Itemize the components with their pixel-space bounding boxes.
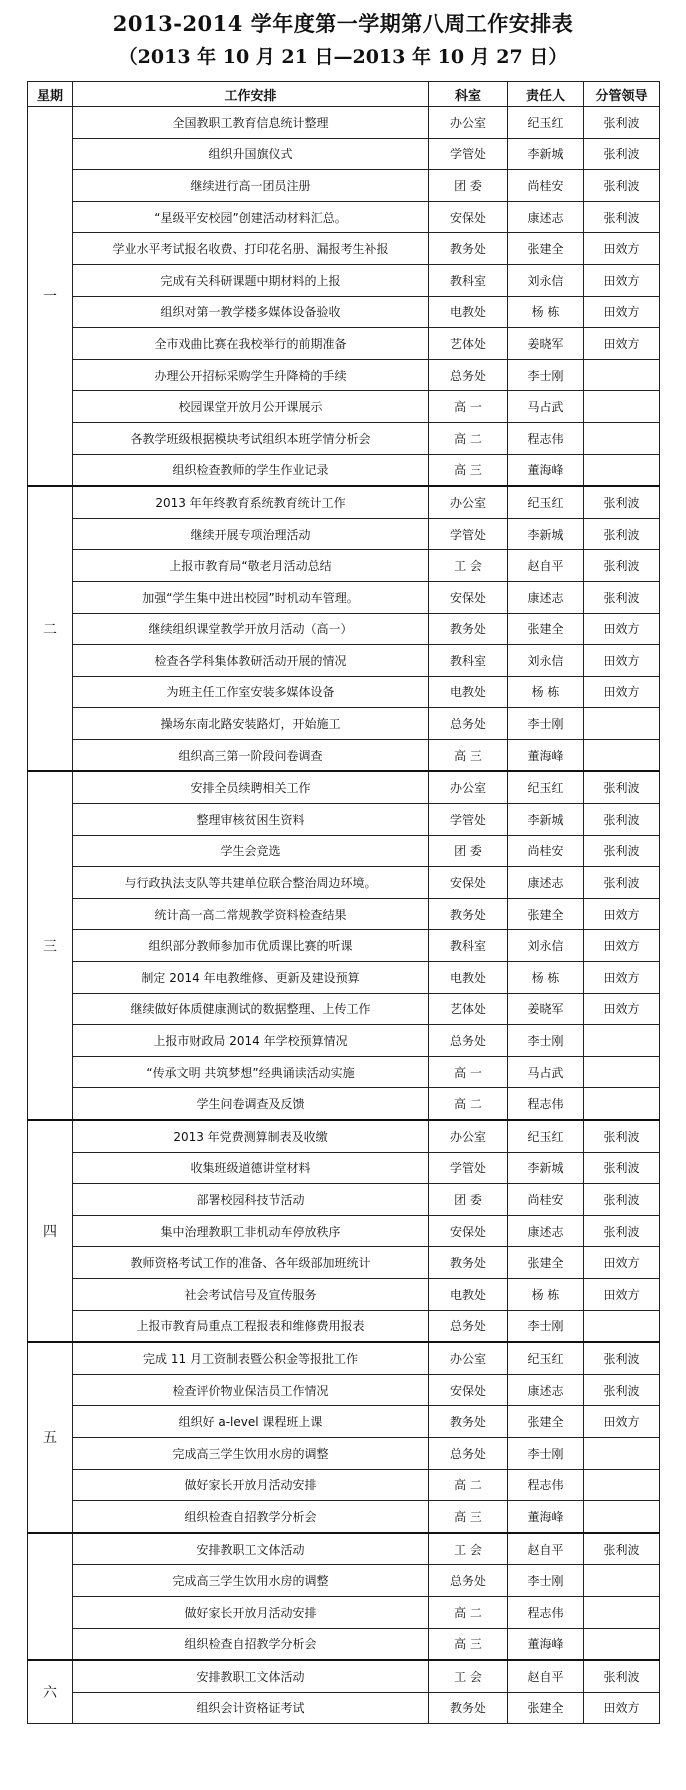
office-cell: 高 三 xyxy=(429,1628,508,1660)
table-row xyxy=(28,233,660,265)
task-cell: 上报市教育局重点工程报表和维修费用报表 xyxy=(73,1310,429,1342)
table-row xyxy=(28,1184,660,1216)
office-cell: 高 二 xyxy=(429,1596,508,1628)
office-cell: 安保处 xyxy=(429,867,508,899)
table-row xyxy=(28,1056,660,1088)
task-cell: 组织检查教师的学生作业记录 xyxy=(73,454,429,486)
task-cell: 制定 2014 年电教维修、更新及建设预算 xyxy=(73,962,429,994)
person-cell: 纪玉红 xyxy=(508,771,584,803)
leader-cell xyxy=(584,1437,660,1469)
task-cell: 做好家长开放月活动安排 xyxy=(73,1596,429,1628)
leader-cell: 张利波 xyxy=(584,867,660,899)
weekday-cell: 四 xyxy=(28,1120,73,1342)
office-cell: 学管处 xyxy=(429,804,508,836)
table-row xyxy=(28,867,660,899)
person-cell: 姜晓军 xyxy=(508,993,584,1025)
person-cell: 李新城 xyxy=(508,518,584,550)
person-cell: 尚桂安 xyxy=(508,835,584,867)
office-cell: 总务处 xyxy=(429,1437,508,1469)
leader-cell xyxy=(584,422,660,454)
weekday-cell: 二 xyxy=(28,486,73,771)
weekday-cell: 三 xyxy=(28,771,73,1120)
task-cell: 学生会竞选 xyxy=(73,835,429,867)
weekday-cell: 五 xyxy=(28,1342,73,1533)
office-cell: 工 会 xyxy=(429,1533,508,1565)
leader-cell: 田效方 xyxy=(584,233,660,265)
table-row xyxy=(28,1247,660,1279)
person-cell: 李新城 xyxy=(508,138,584,170)
header-leader: 分管领导 xyxy=(584,82,660,107)
task-cell: 上报市财政局 2014 年学校预算情况 xyxy=(73,1025,429,1057)
table-row xyxy=(28,581,660,613)
leader-cell: 张利波 xyxy=(584,1533,660,1565)
person-cell: 李士刚 xyxy=(508,708,584,740)
office-cell: 教务处 xyxy=(429,1692,508,1724)
weekday-cell xyxy=(28,1533,73,1660)
header-office: 科室 xyxy=(429,82,508,107)
office-cell: 高 二 xyxy=(429,422,508,454)
person-cell: 张建全 xyxy=(508,1692,584,1724)
leader-cell: 张利波 xyxy=(584,771,660,803)
task-cell: 2013 年年终教育系统教育统计工作 xyxy=(73,486,429,518)
header-weekday: 星期 xyxy=(28,82,73,107)
office-cell: 总务处 xyxy=(429,708,508,740)
person-cell: 杨 栋 xyxy=(508,296,584,328)
person-cell: 张建全 xyxy=(508,613,584,645)
table-row xyxy=(28,486,660,518)
task-cell: 安排全员续聘相关工作 xyxy=(73,771,429,803)
task-cell: 校园课堂开放月公开课展示 xyxy=(73,391,429,423)
table-row xyxy=(28,676,660,708)
leader-cell xyxy=(584,1628,660,1660)
table-row xyxy=(28,296,660,328)
table-row xyxy=(28,1596,660,1628)
table-row xyxy=(28,422,660,454)
task-cell: 加强“学生集中进出校园”时机动车管理。 xyxy=(73,581,429,613)
person-cell: 程志伟 xyxy=(508,1088,584,1120)
task-cell: 检查评价物业保洁员工作情况 xyxy=(73,1374,429,1406)
leader-cell: 田效方 xyxy=(584,1278,660,1310)
office-cell: 教科室 xyxy=(429,930,508,962)
person-cell: 赵自平 xyxy=(508,550,584,582)
leader-cell xyxy=(584,1565,660,1597)
task-cell: 与行政执法支队等共建单位联合整治周边环境。 xyxy=(73,867,429,899)
leader-cell xyxy=(584,1596,660,1628)
task-cell: 统计高一高二常规教学资料检查结果 xyxy=(73,898,429,930)
leader-cell: 田效方 xyxy=(584,993,660,1025)
table-row xyxy=(28,454,660,486)
office-cell: 电教处 xyxy=(429,1278,508,1310)
task-cell: 为班主任工作室安装多媒体设备 xyxy=(73,676,429,708)
schedule-table xyxy=(27,81,660,1724)
table-row xyxy=(28,1088,660,1120)
person-cell: 康述志 xyxy=(508,1374,584,1406)
leader-cell: 张利波 xyxy=(584,170,660,202)
office-cell: 高 二 xyxy=(429,1088,508,1120)
schedule-body xyxy=(28,107,660,1724)
leader-cell: 田效方 xyxy=(584,645,660,677)
office-cell: 团 委 xyxy=(429,835,508,867)
task-cell: 继续做好体质健康测试的数据整理、上传工作 xyxy=(73,993,429,1025)
leader-cell xyxy=(584,739,660,771)
table-row xyxy=(28,328,660,360)
office-cell: 学管处 xyxy=(429,1152,508,1184)
leader-cell xyxy=(584,1469,660,1501)
person-cell: 李士刚 xyxy=(508,1025,584,1057)
table-row xyxy=(28,1437,660,1469)
task-cell: 完成 11 月工资制表暨公积金等报批工作 xyxy=(73,1342,429,1374)
table-row xyxy=(28,898,660,930)
office-cell: 教科室 xyxy=(429,264,508,296)
leader-cell: 张利波 xyxy=(584,1215,660,1247)
office-cell: 团 委 xyxy=(429,1184,508,1216)
task-cell: 2013 年党费测算制表及收缴 xyxy=(73,1120,429,1152)
person-cell: 纪玉红 xyxy=(508,1342,584,1374)
office-cell: 高 三 xyxy=(429,454,508,486)
leader-cell xyxy=(584,1025,660,1057)
person-cell: 董海峰 xyxy=(508,454,584,486)
leader-cell: 田效方 xyxy=(584,930,660,962)
table-row xyxy=(28,1374,660,1406)
leader-cell: 田效方 xyxy=(584,898,660,930)
person-cell: 程志伟 xyxy=(508,1469,584,1501)
office-cell: 教务处 xyxy=(429,1247,508,1279)
person-cell: 李士刚 xyxy=(508,1437,584,1469)
person-cell: 杨 栋 xyxy=(508,676,584,708)
task-cell: 组织会计资格证考试 xyxy=(73,1692,429,1724)
table-row xyxy=(28,1278,660,1310)
leader-cell: 田效方 xyxy=(584,676,660,708)
table-row xyxy=(28,771,660,803)
office-cell: 高 二 xyxy=(429,1469,508,1501)
table-row xyxy=(28,613,660,645)
table-row xyxy=(28,1628,660,1660)
leader-cell: 张利波 xyxy=(584,804,660,836)
task-cell: 全国教职工教育信息统计整理 xyxy=(73,107,429,139)
table-row xyxy=(28,1501,660,1533)
leader-cell: 张利波 xyxy=(584,550,660,582)
table-row xyxy=(28,1152,660,1184)
person-cell: 刘永信 xyxy=(508,645,584,677)
person-cell: 李新城 xyxy=(508,1152,584,1184)
leader-cell: 张利波 xyxy=(584,1120,660,1152)
table-row xyxy=(28,170,660,202)
task-cell: 组织检查自招教学分析会 xyxy=(73,1628,429,1660)
person-cell: 尚桂安 xyxy=(508,1184,584,1216)
leader-cell xyxy=(584,359,660,391)
office-cell: 工 会 xyxy=(429,550,508,582)
leader-cell xyxy=(584,1056,660,1088)
leader-cell xyxy=(584,1088,660,1120)
office-cell: 办公室 xyxy=(429,1342,508,1374)
table-row xyxy=(28,739,660,771)
person-cell: 张建全 xyxy=(508,898,584,930)
person-cell: 张建全 xyxy=(508,1406,584,1438)
task-cell: 组织检查自招教学分析会 xyxy=(73,1501,429,1533)
leader-cell: 张利波 xyxy=(584,486,660,518)
person-cell: 李士刚 xyxy=(508,1565,584,1597)
office-cell: 教务处 xyxy=(429,1406,508,1438)
table-row xyxy=(28,391,660,423)
office-cell: 教务处 xyxy=(429,613,508,645)
office-cell: 办公室 xyxy=(429,486,508,518)
person-cell: 杨 栋 xyxy=(508,1278,584,1310)
task-cell: 组织高三第一阶段问卷调查 xyxy=(73,739,429,771)
header-person: 责任人 xyxy=(508,82,584,107)
task-cell: 社会考试信号及宣传服务 xyxy=(73,1278,429,1310)
person-cell: 纪玉红 xyxy=(508,486,584,518)
office-cell: 总务处 xyxy=(429,1025,508,1057)
office-cell: 艺体处 xyxy=(429,328,508,360)
office-cell: 团 委 xyxy=(429,170,508,202)
task-cell: 继续进行高一团员注册 xyxy=(73,170,429,202)
office-cell: 安保处 xyxy=(429,201,508,233)
person-cell: 康述志 xyxy=(508,581,584,613)
person-cell: 程志伟 xyxy=(508,1596,584,1628)
task-cell: 组织部分教师参加市优质课比赛的听课 xyxy=(73,930,429,962)
table-row xyxy=(28,1406,660,1438)
leader-cell: 张利波 xyxy=(584,107,660,139)
page-title: 2013-2014 学年度第一学期第八周工作安排表 xyxy=(112,11,574,36)
person-cell: 刘永信 xyxy=(508,264,584,296)
office-cell: 安保处 xyxy=(429,1374,508,1406)
person-cell: 李士刚 xyxy=(508,359,584,391)
leader-cell: 张利波 xyxy=(584,835,660,867)
leader-cell: 张利波 xyxy=(584,1184,660,1216)
person-cell: 刘永信 xyxy=(508,930,584,962)
person-cell: 康述志 xyxy=(508,867,584,899)
office-cell: 高 一 xyxy=(429,1056,508,1088)
leader-cell: 张利波 xyxy=(584,1152,660,1184)
task-cell: 学生问卷调查及反馈 xyxy=(73,1088,429,1120)
person-cell: 赵自平 xyxy=(508,1660,584,1692)
leader-cell xyxy=(584,454,660,486)
task-cell: 完成有关科研课题中期材料的上报 xyxy=(73,264,429,296)
table-row xyxy=(28,1565,660,1597)
weekday-cell: 一 xyxy=(28,107,73,487)
office-cell: 总务处 xyxy=(429,1310,508,1342)
office-cell: 安保处 xyxy=(429,1215,508,1247)
table-row xyxy=(28,1120,660,1152)
table-row xyxy=(28,930,660,962)
person-cell: 董海峰 xyxy=(508,1628,584,1660)
leader-cell xyxy=(584,1310,660,1342)
office-cell: 高 三 xyxy=(429,1501,508,1533)
table-row xyxy=(28,138,660,170)
person-cell: 张建全 xyxy=(508,1247,584,1279)
person-cell: 董海峰 xyxy=(508,739,584,771)
person-cell: 张建全 xyxy=(508,233,584,265)
leader-cell xyxy=(584,1501,660,1533)
task-cell: 办理公开招标采购学生升降椅的手续 xyxy=(73,359,429,391)
table-row xyxy=(28,1342,660,1374)
office-cell: 工 会 xyxy=(429,1660,508,1692)
office-cell: 办公室 xyxy=(429,1120,508,1152)
table-row xyxy=(28,1025,660,1057)
task-cell: 教师资格考试工作的准备、各年级部加班统计 xyxy=(73,1247,429,1279)
task-cell: 完成高三学生饮用水房的调整 xyxy=(73,1565,429,1597)
office-cell: 安保处 xyxy=(429,581,508,613)
task-cell: 操场东南北路安装路灯，开始施工 xyxy=(73,708,429,740)
leader-cell: 田效方 xyxy=(584,962,660,994)
office-cell: 高 三 xyxy=(429,739,508,771)
table-row xyxy=(28,518,660,550)
table-row xyxy=(28,1469,660,1501)
person-cell: 纪玉红 xyxy=(508,1120,584,1152)
table-row xyxy=(28,835,660,867)
office-cell: 教科室 xyxy=(429,645,508,677)
task-cell: 组织好 a-level 课程班上课 xyxy=(73,1406,429,1438)
task-cell: “星级平安校园”创建活动材料汇总。 xyxy=(73,201,429,233)
header-task: 工作安排 xyxy=(73,82,429,107)
office-cell: 总务处 xyxy=(429,359,508,391)
person-cell: 康述志 xyxy=(508,201,584,233)
leader-cell: 张利波 xyxy=(584,1374,660,1406)
task-cell: 部署校园科技节活动 xyxy=(73,1184,429,1216)
office-cell: 学管处 xyxy=(429,518,508,550)
leader-cell: 张利波 xyxy=(584,581,660,613)
task-cell: 上报市教育局“敬老月活动总结 xyxy=(73,550,429,582)
person-cell: 杨 栋 xyxy=(508,962,584,994)
weekday-cell: 六 xyxy=(28,1660,73,1724)
task-cell: 各教学班级根据模块考试组织本班学情分析会 xyxy=(73,422,429,454)
task-cell: 安排教职工文体活动 xyxy=(73,1660,429,1692)
table-header-row xyxy=(28,82,660,107)
table-row xyxy=(28,1310,660,1342)
leader-cell xyxy=(584,391,660,423)
task-cell: 组织对第一教学楼多媒体设备验收 xyxy=(73,296,429,328)
table-row xyxy=(28,201,660,233)
person-cell: 尚桂安 xyxy=(508,170,584,202)
office-cell: 电教处 xyxy=(429,296,508,328)
person-cell: 马占武 xyxy=(508,1056,584,1088)
leader-cell xyxy=(584,708,660,740)
leader-cell: 田效方 xyxy=(584,1406,660,1438)
leader-cell: 田效方 xyxy=(584,613,660,645)
table-row xyxy=(28,1692,660,1724)
leader-cell: 田效方 xyxy=(584,264,660,296)
table-row xyxy=(28,962,660,994)
task-cell: 安排教职工文体活动 xyxy=(73,1533,429,1565)
task-cell: 继续组织课堂教学开放月活动（高一） xyxy=(73,613,429,645)
table-row xyxy=(28,1660,660,1692)
office-cell: 教务处 xyxy=(429,898,508,930)
table-row xyxy=(28,1215,660,1247)
leader-cell: 田效方 xyxy=(584,1247,660,1279)
table-row xyxy=(28,993,660,1025)
leader-cell: 田效方 xyxy=(584,296,660,328)
person-cell: 赵自平 xyxy=(508,1533,584,1565)
leader-cell: 张利波 xyxy=(584,138,660,170)
task-cell: 收集班级道德讲堂材料 xyxy=(73,1152,429,1184)
task-cell: 组织升国旗仪式 xyxy=(73,138,429,170)
page-subtitle: （2013 年 10 月 21 日—2013 年 10 月 27 日） xyxy=(118,46,568,68)
office-cell: 办公室 xyxy=(429,107,508,139)
table-row xyxy=(28,708,660,740)
person-cell: 康述志 xyxy=(508,1215,584,1247)
task-cell: 检查各学科集体教研活动开展的情况 xyxy=(73,645,429,677)
task-cell: 集中治理教职工非机动车停放秩序 xyxy=(73,1215,429,1247)
task-cell: “传承文明 共筑梦想”经典诵读活动实施 xyxy=(73,1056,429,1088)
table-row xyxy=(28,264,660,296)
office-cell: 总务处 xyxy=(429,1565,508,1597)
person-cell: 马占武 xyxy=(508,391,584,423)
task-cell: 做好家长开放月活动安排 xyxy=(73,1469,429,1501)
person-cell: 李新城 xyxy=(508,804,584,836)
office-cell: 高 一 xyxy=(429,391,508,423)
task-cell: 整理审核贫困生资料 xyxy=(73,804,429,836)
person-cell: 程志伟 xyxy=(508,422,584,454)
person-cell: 纪玉红 xyxy=(508,107,584,139)
office-cell: 艺体处 xyxy=(429,993,508,1025)
person-cell: 李士刚 xyxy=(508,1310,584,1342)
table-row xyxy=(28,359,660,391)
office-cell: 电教处 xyxy=(429,962,508,994)
office-cell: 电教处 xyxy=(429,676,508,708)
office-cell: 教务处 xyxy=(429,233,508,265)
table-row xyxy=(28,1533,660,1565)
table-row xyxy=(28,550,660,582)
task-cell: 全市戏曲比赛在我校举行的前期准备 xyxy=(73,328,429,360)
leader-cell: 田效方 xyxy=(584,1692,660,1724)
office-cell: 办公室 xyxy=(429,771,508,803)
office-cell: 学管处 xyxy=(429,138,508,170)
person-cell: 姜晓军 xyxy=(508,328,584,360)
leader-cell: 张利波 xyxy=(584,1660,660,1692)
task-cell: 学业水平考试报名收费、打印花名册、漏报考生补报 xyxy=(73,233,429,265)
leader-cell: 张利波 xyxy=(584,1342,660,1374)
table-row xyxy=(28,645,660,677)
person-cell: 董海峰 xyxy=(508,1501,584,1533)
task-cell: 继续开展专项治理活动 xyxy=(73,518,429,550)
leader-cell: 张利波 xyxy=(584,518,660,550)
task-cell: 完成高三学生饮用水房的调整 xyxy=(73,1437,429,1469)
table-row xyxy=(28,804,660,836)
leader-cell: 张利波 xyxy=(584,201,660,233)
leader-cell: 田效方 xyxy=(584,328,660,360)
table-row xyxy=(28,107,660,139)
